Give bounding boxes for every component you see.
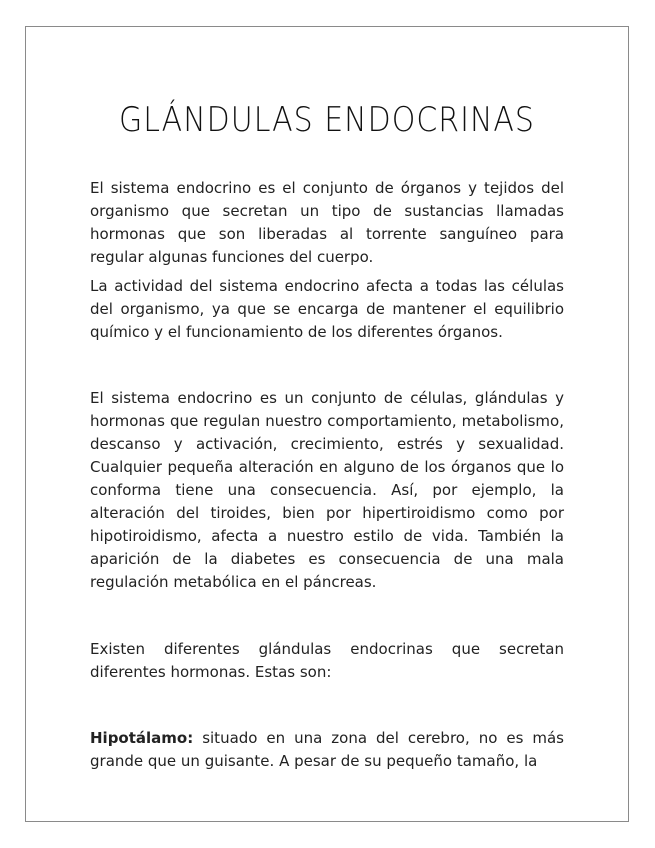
paragraph-glands-intro: Existen diferentes glándulas endocrinas que secretan diferentes hormonas. Estas son:: [90, 640, 564, 681]
hypothalamus-term: Hipotálamo:: [90, 729, 194, 747]
document-body: [90, 177, 564, 773]
paragraph-hypothalamus: [90, 727, 564, 773]
document-page: [25, 26, 629, 822]
page-title: GLÁNDULAS ENDOCRINAS: [119, 100, 535, 141]
paragraph-intro: El sistema endocrino es el conjunto de órganos y tejidos del organismo que secretan un tipo de sustancias llamadas hormonas que son liberadas al torrente sanguíneo para regular algunas funciones del cuerpo.: [90, 179, 564, 266]
paragraph-system-description: El sistema endocrino es un conjunto de células, glándulas y hormonas que regulan nuestro comportamiento, metabolismo, descanso y activación, crecimiento, estrés y sexualidad. Cualquier pequeña alteración en alguno de los órganos que lo conforma tiene una consecuencia. Así, por ejemplo, la alteración del tiroides, bien por hipertiroidismo como por hipotiroidismo, afecta a nuestro estilo de vida. También la aparición de la diabetes es consecuencia de una mala regulación metabólica en el páncreas.: [90, 389, 564, 591]
paragraph-activity: La actividad del sistema endocrino afecta a todas las células del organismo, ya que se encarga de mantener el equilibrio químico y el funcionamiento de los diferentes órganos.: [90, 277, 564, 341]
hypothalamus-description: situado en una zona del cerebro, no es más grande que un guisante. A pesar de su pequeño tamaño, la: [90, 729, 564, 770]
